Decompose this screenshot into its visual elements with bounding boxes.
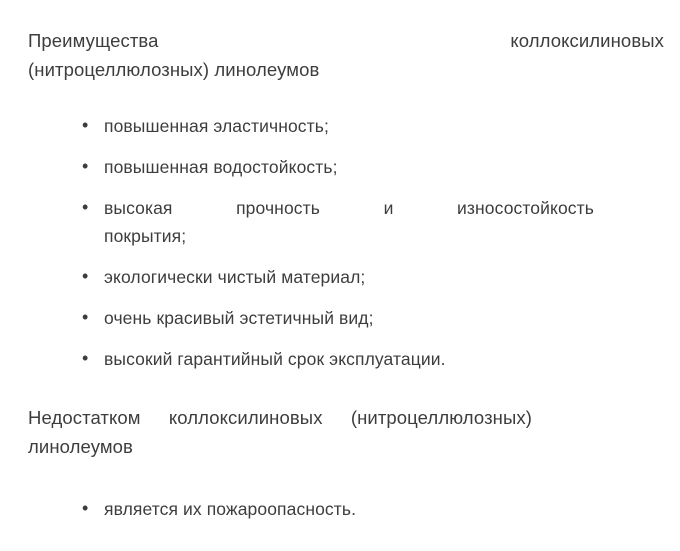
list-item-word: прочность bbox=[236, 198, 320, 218]
list-item-label: очень красивый эстетичный вид; bbox=[104, 308, 374, 328]
list-item bbox=[76, 263, 658, 291]
list-item bbox=[76, 304, 658, 332]
list-item-label: повышенная эластичность; bbox=[104, 116, 329, 136]
list-item bbox=[76, 112, 658, 140]
list-item bbox=[76, 194, 604, 250]
list-item bbox=[76, 345, 658, 373]
list-item-label: является их пожароопасность. bbox=[104, 499, 357, 519]
list-item bbox=[76, 153, 658, 181]
paragraph-advantages-second-line: (нитроцеллюлозных) линолеумов bbox=[28, 59, 320, 80]
list-item bbox=[76, 495, 658, 523]
paragraph-disadvantage-heading bbox=[28, 403, 548, 461]
list-item-label: высокий гарантийный срок эксплуатации. bbox=[104, 349, 446, 369]
list-item-word: износостойкость bbox=[457, 198, 594, 218]
paragraph-disadvantage-word: Недостатком bbox=[28, 407, 141, 428]
paragraph-advantages-heading bbox=[28, 26, 664, 84]
advantages-list bbox=[28, 112, 658, 373]
list-item-word: • высокая bbox=[104, 198, 173, 218]
disadvantages-list bbox=[28, 495, 658, 523]
list-item-word: и bbox=[383, 198, 394, 218]
list-item-line-2: покрытия; bbox=[104, 226, 187, 246]
paragraph-advantages-trail: коллоксилиновых bbox=[510, 30, 664, 51]
list-item-line-1 bbox=[104, 194, 594, 222]
paragraph-advantages-lead: Преимущества bbox=[28, 30, 159, 51]
list-item-label: повышенная водостойкость; bbox=[104, 157, 338, 177]
list-item-label: экологически чистый материал; bbox=[104, 267, 366, 287]
paragraph-disadvantage-word: (нитроцеллюлозных) bbox=[350, 407, 532, 428]
paragraph-disadvantage-second-line: линолеумов bbox=[28, 436, 133, 457]
paragraph-disadvantage-word: коллоксилиновых bbox=[168, 407, 323, 428]
